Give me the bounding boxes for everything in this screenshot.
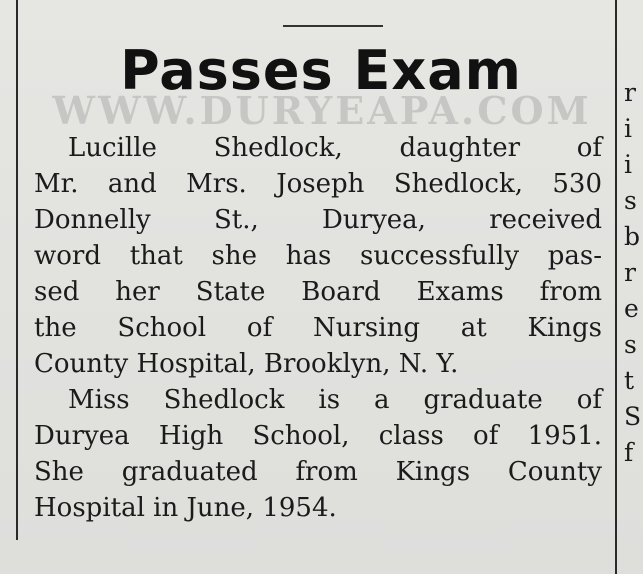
body-line: word that she has successfully pas- — [34, 241, 602, 271]
article-body — [34, 130, 602, 526]
body-line: sed her State Board Exams from — [34, 277, 602, 307]
adjacent-letter: e — [624, 294, 639, 323]
adjacent-letter: s — [624, 330, 637, 359]
headline: Passes Exam — [120, 39, 522, 102]
body-line: County Hospital, Brooklyn, N. Y. — [34, 349, 459, 379]
adjacent-letter: r — [624, 258, 636, 287]
watermark: WWW.DURYEAPA.COM — [52, 88, 592, 133]
adjacent-letter: i — [624, 150, 632, 179]
body-line: Duryea High School, class of 1951. — [34, 421, 602, 451]
body-line: Hospital in June, 1954. — [34, 493, 337, 523]
adjacent-letter: S — [624, 402, 642, 431]
body-line: the School of Nursing at Kings — [34, 313, 602, 343]
right-column-rule — [615, 0, 617, 574]
body-line: She graduated from Kings County — [34, 457, 602, 487]
body-line: Donnelly St., Duryea, received — [34, 205, 602, 235]
body-line: Mr. and Mrs. Joseph Shedlock, 530 — [34, 169, 602, 199]
body-line: Miss Shedlock is a graduate of — [68, 385, 602, 415]
top-divider — [283, 25, 383, 27]
adjacent-letter: b — [624, 222, 641, 251]
adjacent-letter: r — [624, 78, 636, 107]
adjacent-letter: f — [624, 438, 634, 467]
adjacent-letter: t — [624, 366, 635, 395]
left-column-rule — [16, 0, 18, 540]
body-line: Lucille Shedlock, daughter of — [68, 133, 602, 163]
adjacent-letter: s — [624, 186, 637, 215]
adjacent-column-fragment — [624, 75, 643, 471]
adjacent-letter: i — [624, 114, 632, 143]
